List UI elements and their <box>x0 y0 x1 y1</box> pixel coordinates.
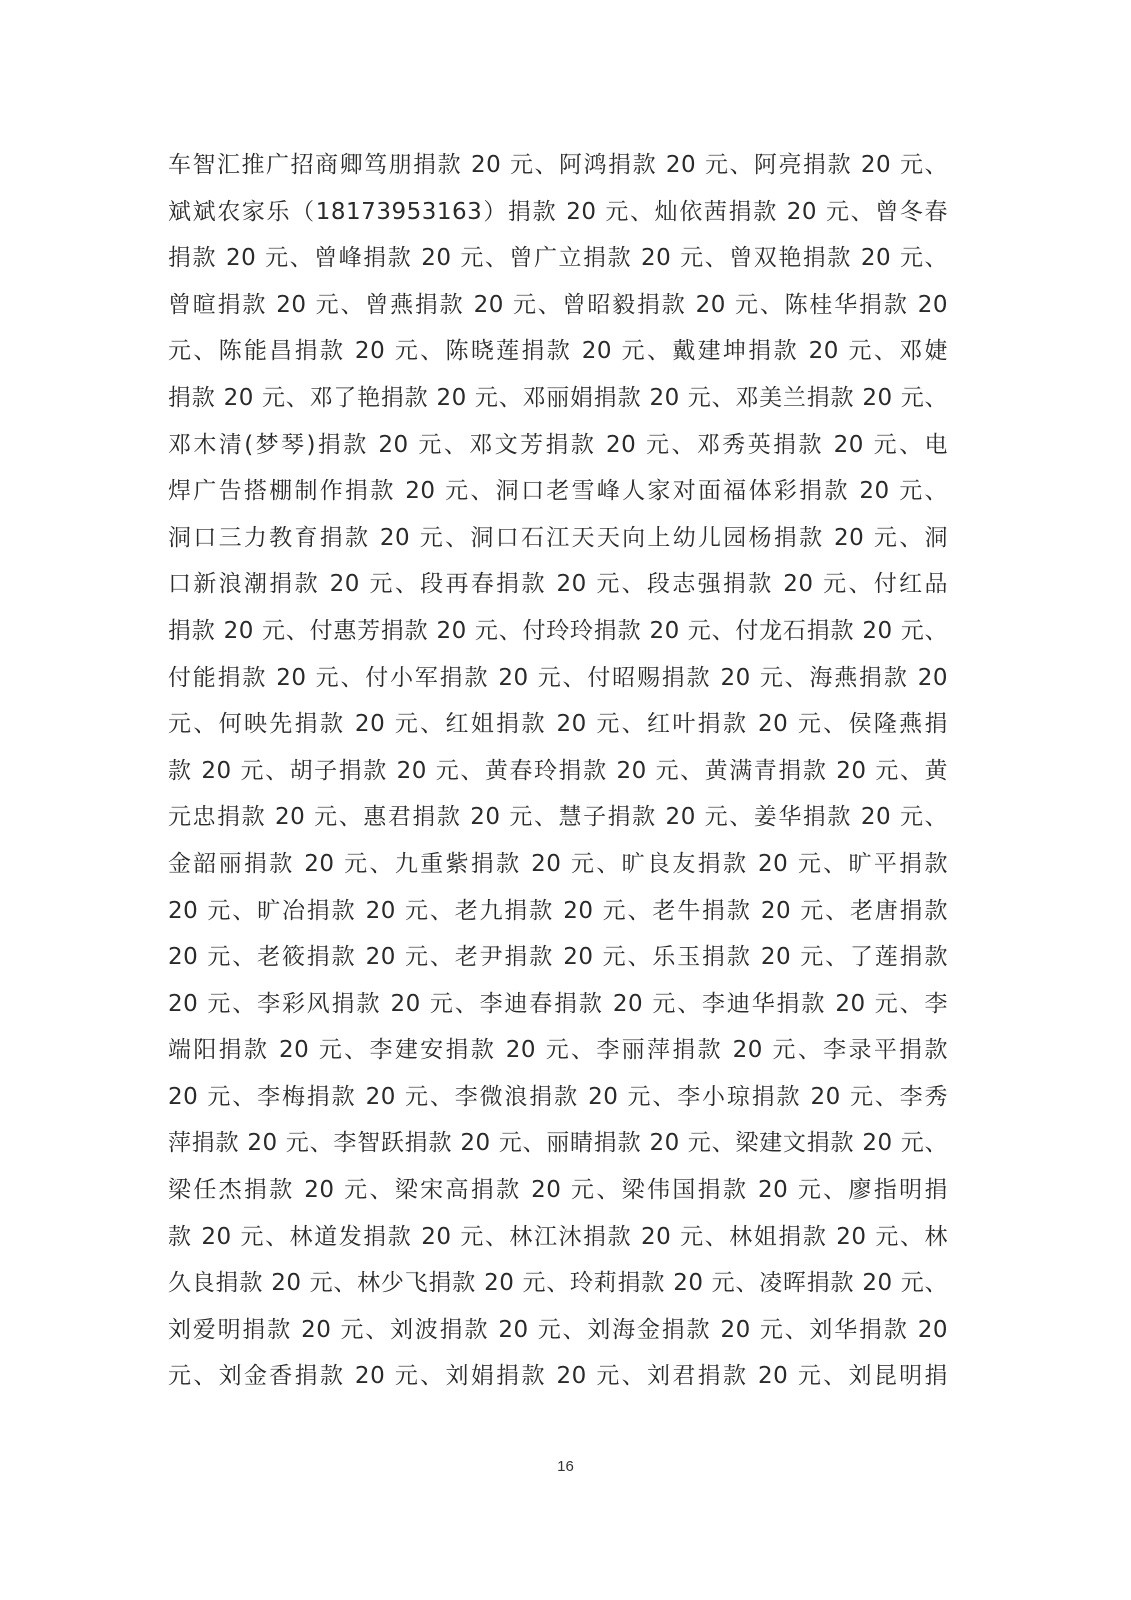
text-line: 元忠捐款 20 元、惠君捐款 20 元、慧子捐款 20 元、姜华捐款 20 元、 <box>168 804 948 831</box>
text-line: 款 20 元、林道发捐款 20 元、林江沐捐款 20 元、林姐捐款 20 元、林 <box>168 1223 948 1250</box>
text-line: 捐款 20 元、曾峰捐款 20 元、曾广立捐款 20 元、曾双艳捐款 20 元、 <box>168 245 948 272</box>
page-number: 16 <box>557 1458 574 1475</box>
text-line: 20 元、李梅捐款 20 元、李微浪捐款 20 元、李小琼捐款 20 元、李秀 <box>168 1083 948 1110</box>
text-line: 焊广告搭棚制作捐款 20 元、洞口老雪峰人家对面福体彩捐款 20 元、 <box>168 478 948 505</box>
text-line: 20 元、李彩风捐款 20 元、李迪春捐款 20 元、李迪华捐款 20 元、李 <box>168 990 948 1017</box>
text-line: 洞口三力教育捐款 20 元、洞口石江天天向上幼儿园杨捐款 20 元、洞 <box>168 524 948 551</box>
text-line: 捐款 20 元、邓了艳捐款 20 元、邓丽娟捐款 20 元、邓美兰捐款 20 元、 <box>168 384 948 411</box>
text-line: 车智汇推广招商卿笃朋捐款 20 元、阿鸿捐款 20 元、阿亮捐款 20 元、 <box>168 152 948 178</box>
text-line: 捐款 20 元、付惠芳捐款 20 元、付玲玲捐款 20 元、付龙石捐款 20 元、 <box>168 617 948 644</box>
text-line: 20 元、老筱捐款 20 元、老尹捐款 20 元、乐玉捐款 20 元、了莲捐款 <box>168 944 948 971</box>
text-line: 萍捐款 20 元、李智跃捐款 20 元、丽睛捐款 20 元、梁建文捐款 20 元、 <box>168 1130 948 1157</box>
text-line: 斌斌农家乐（18173953163）捐款 20 元、灿依茜捐款 20 元、曾冬春 <box>168 198 948 225</box>
text-line: 曾暄捐款 20 元、曾燕捐款 20 元、曾昭毅捐款 20 元、陈桂华捐款 20 <box>168 291 948 318</box>
text-line: 梁任杰捐款 20 元、梁宋高捐款 20 元、梁伟国捐款 20 元、廖指明捐 <box>168 1177 948 1204</box>
text-line: 久良捐款 20 元、林少飞捐款 20 元、玲莉捐款 20 元、凌晖捐款 20 元、 <box>168 1270 948 1297</box>
text-line: 邓木清(梦琴)捐款 20 元、邓文芳捐款 20 元、邓秀英捐款 20 元、电 <box>168 431 948 458</box>
text-line: 元、刘金香捐款 20 元、刘娟捐款 20 元、刘君捐款 20 元、刘昆明捐 <box>168 1363 948 1390</box>
text-line: 付能捐款 20 元、付小军捐款 20 元、付昭赐捐款 20 元、海燕捐款 20 <box>168 664 948 691</box>
text-line: 元、何映先捐款 20 元、红姐捐款 20 元、红叶捐款 20 元、侯隆燕捐 <box>168 711 948 738</box>
text-line: 金韶丽捐款 20 元、九重紫捐款 20 元、旷良友捐款 20 元、旷平捐款 <box>168 850 948 877</box>
text-line: 口新浪潮捐款 20 元、段再春捐款 20 元、段志强捐款 20 元、付红品 <box>168 571 948 598</box>
text-line: 20 元、旷冶捐款 20 元、老九捐款 20 元、老牛捐款 20 元、老唐捐款 <box>168 897 948 924</box>
text-line: 刘爱明捐款 20 元、刘波捐款 20 元、刘海金捐款 20 元、刘华捐款 20 <box>168 1316 948 1343</box>
text-line: 款 20 元、胡子捐款 20 元、黄春玲捐款 20 元、黄满青捐款 20 元、黄 <box>168 757 948 784</box>
donation-list-text <box>168 142 948 1400</box>
text-line: 元、陈能昌捐款 20 元、陈晓莲捐款 20 元、戴建坤捐款 20 元、邓婕 <box>168 338 948 365</box>
text-line: 端阳捐款 20 元、李建安捐款 20 元、李丽萍捐款 20 元、李录平捐款 <box>168 1037 948 1064</box>
